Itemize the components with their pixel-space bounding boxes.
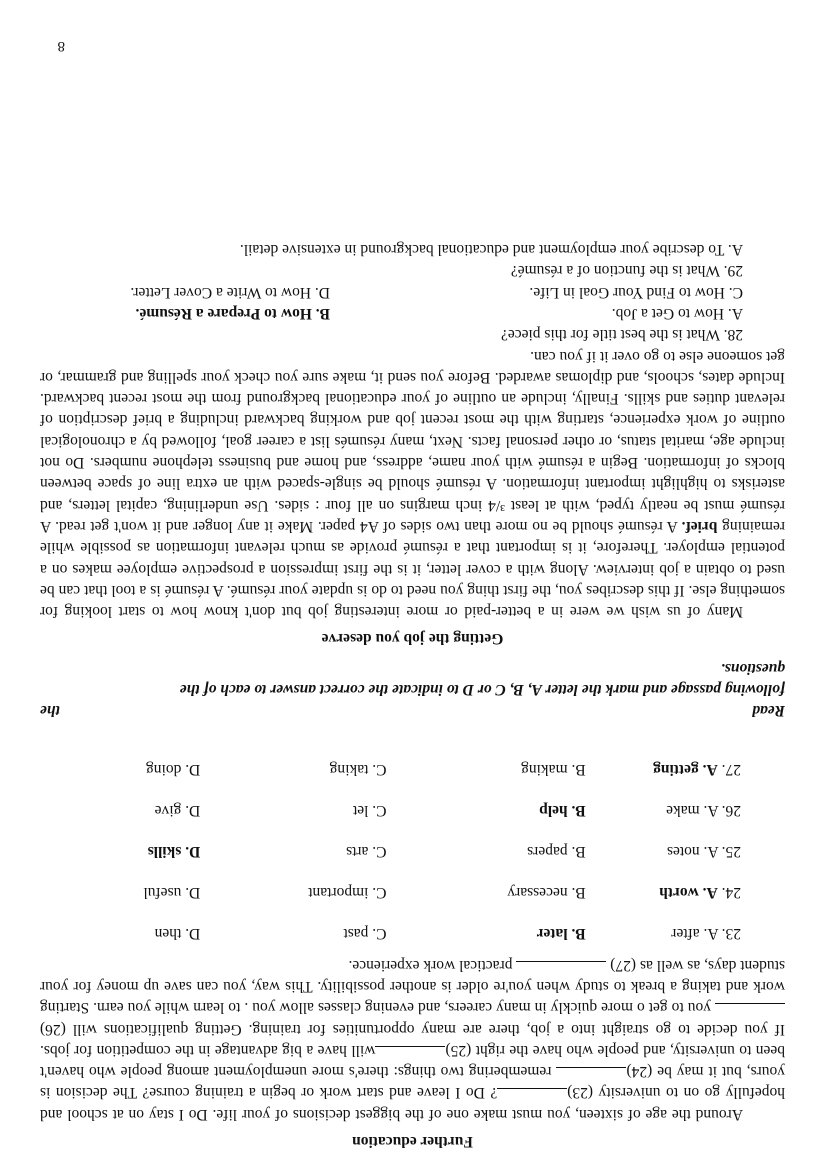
passage-text: will have a big advantage in the competition for jobs. If you decide to go straight into a job, there are many opportunities for training. Getting qualifications will (26) [40,1020,785,1059]
blank-23 [497,1088,567,1103]
passage-text: Many of us wish we were in a better-paid or more interesting job but don't know how to start looking for something else. If this describes you, the first thing you need to do is update your résumé. A résumé is a tool that can be used to obtain a job interview. Along with a cover letter, it is the first impression a prospective employee makes on a potential employer. Therefore, it is important that a résumé provide as much relevant information as possible while remaining [40,517,785,621]
option-row-27 [40,749,785,790]
passage-text: you to get o more quickly in many careers, and evening classes allow you . to learn while you earn. Starting work and taking a break to study when you're older is another possibility. This way, you can save up money for your student days, as well as (27) [39,956,785,1017]
option-a-text: A. worth [659,884,718,902]
question-28-options [40,281,785,302]
passage-text: Around the age of sixteen, you must make one of the biggest decisions of your life. Do I stay on at school and hopefully go on to university (23) [40,1084,785,1123]
passage-text: practical work experience. [348,956,513,974]
question-29-option-a: A. To describe your employment and educational background in extensive detail. [239,241,743,259]
question-29: 29. What is the function of a résumé? [510,262,743,280]
option-d: D. give [154,802,201,820]
passage-job [40,345,785,622]
option-a [614,872,785,913]
option-b: B. making [521,761,586,779]
question-28: 28. What is the best title for this piece? [500,326,743,344]
instruction-line: questions. [720,659,785,677]
option-a [614,749,785,790]
option-c: C. important [308,884,387,902]
blank-26 [715,1003,785,1018]
option-c: C. arts [346,843,387,861]
passage-text: A résumé should be no more than two sides of A4 paper. Make it any longer and it won't get read. A résumé must be neatly typed, with at least ³/4 inch margins on all four : sides. Use underlining, capital letters, and asterisks to highlight important information. A résumé should be single-spaced with an extra line of space between blocks of information. Begin a résumé with your name, address, and home and business telephone numbers. Do not include age, marital status, or other personal facts. Next, many résumés list a career goal, followed by a chronological outline of work experience, starting with the most recent job and working backward including a brief description of relevant duties and skills. Finally, include an outline of your educational background from the most recent backward. Include dates, schools, and diplomas awarded. Before you send it, make sure you check your spelling and grammar, or get someone else to go over it if you can. [39,347,785,535]
option-b: B. later [536,925,586,943]
option-row-25 [40,831,785,872]
content [40,239,785,1152]
page-number: 8 [57,38,65,54]
option-d: D. then [154,925,201,943]
option-b: B. How to Prepare a Résumé. [135,304,330,322]
option-c: C. past [343,925,387,943]
option-a: 25. A. notes [666,843,741,861]
passage-text: ? Do I leave and start work or begin a training course? The decision is yours, but it may be (24) [39,1063,785,1102]
option-a-number: 24. [717,884,741,902]
blank-25 [375,1046,445,1061]
instruction-read: Read [752,702,785,720]
option-a: 23. A. after [671,925,741,943]
option-row-24 [40,872,785,913]
option-b: B. help [539,802,586,820]
option-b: B. papers [527,843,586,861]
option-d: D. skills [147,843,201,861]
reading-instruction [40,657,785,721]
options-table [40,749,785,954]
section-title-job: Getting the job you deserve [321,630,504,648]
blank-27 [516,961,606,976]
option-d: D. How to Write a Cover Letter. [130,283,330,301]
option-a: A. How to Get a Job. [611,304,743,322]
option-b: B. necessary [507,884,586,902]
option-row-26 [40,790,785,831]
instruction-line: following passage and mark the letter A, B, C or D to indicate the correct answer to each of the [179,681,785,699]
option-a-text: A. getting [653,761,718,779]
instruction-row [40,700,785,721]
question-28-options [40,303,785,324]
option-row-23 [40,913,785,954]
option-c: C. taking [329,761,387,779]
instruction-the: the [40,702,60,720]
option-a: 26. A. make [666,802,741,820]
option-d: D. useful [143,884,201,902]
option-a-number: 27. [717,761,741,779]
option-c: C. How to Find Your Goal in Life. [529,283,743,301]
option-c: C. let [352,802,387,820]
passage-bold-word: brief. [681,517,718,535]
blank-24 [556,1067,626,1082]
option-d: D. doing [146,761,201,779]
section-title-further-education: Further education [352,1133,473,1150]
passage-text: remembering two things: there's more unemployment among people who haven't been to university, and people who have the right (25) [40,1041,785,1081]
passage-further-education [40,954,785,1124]
